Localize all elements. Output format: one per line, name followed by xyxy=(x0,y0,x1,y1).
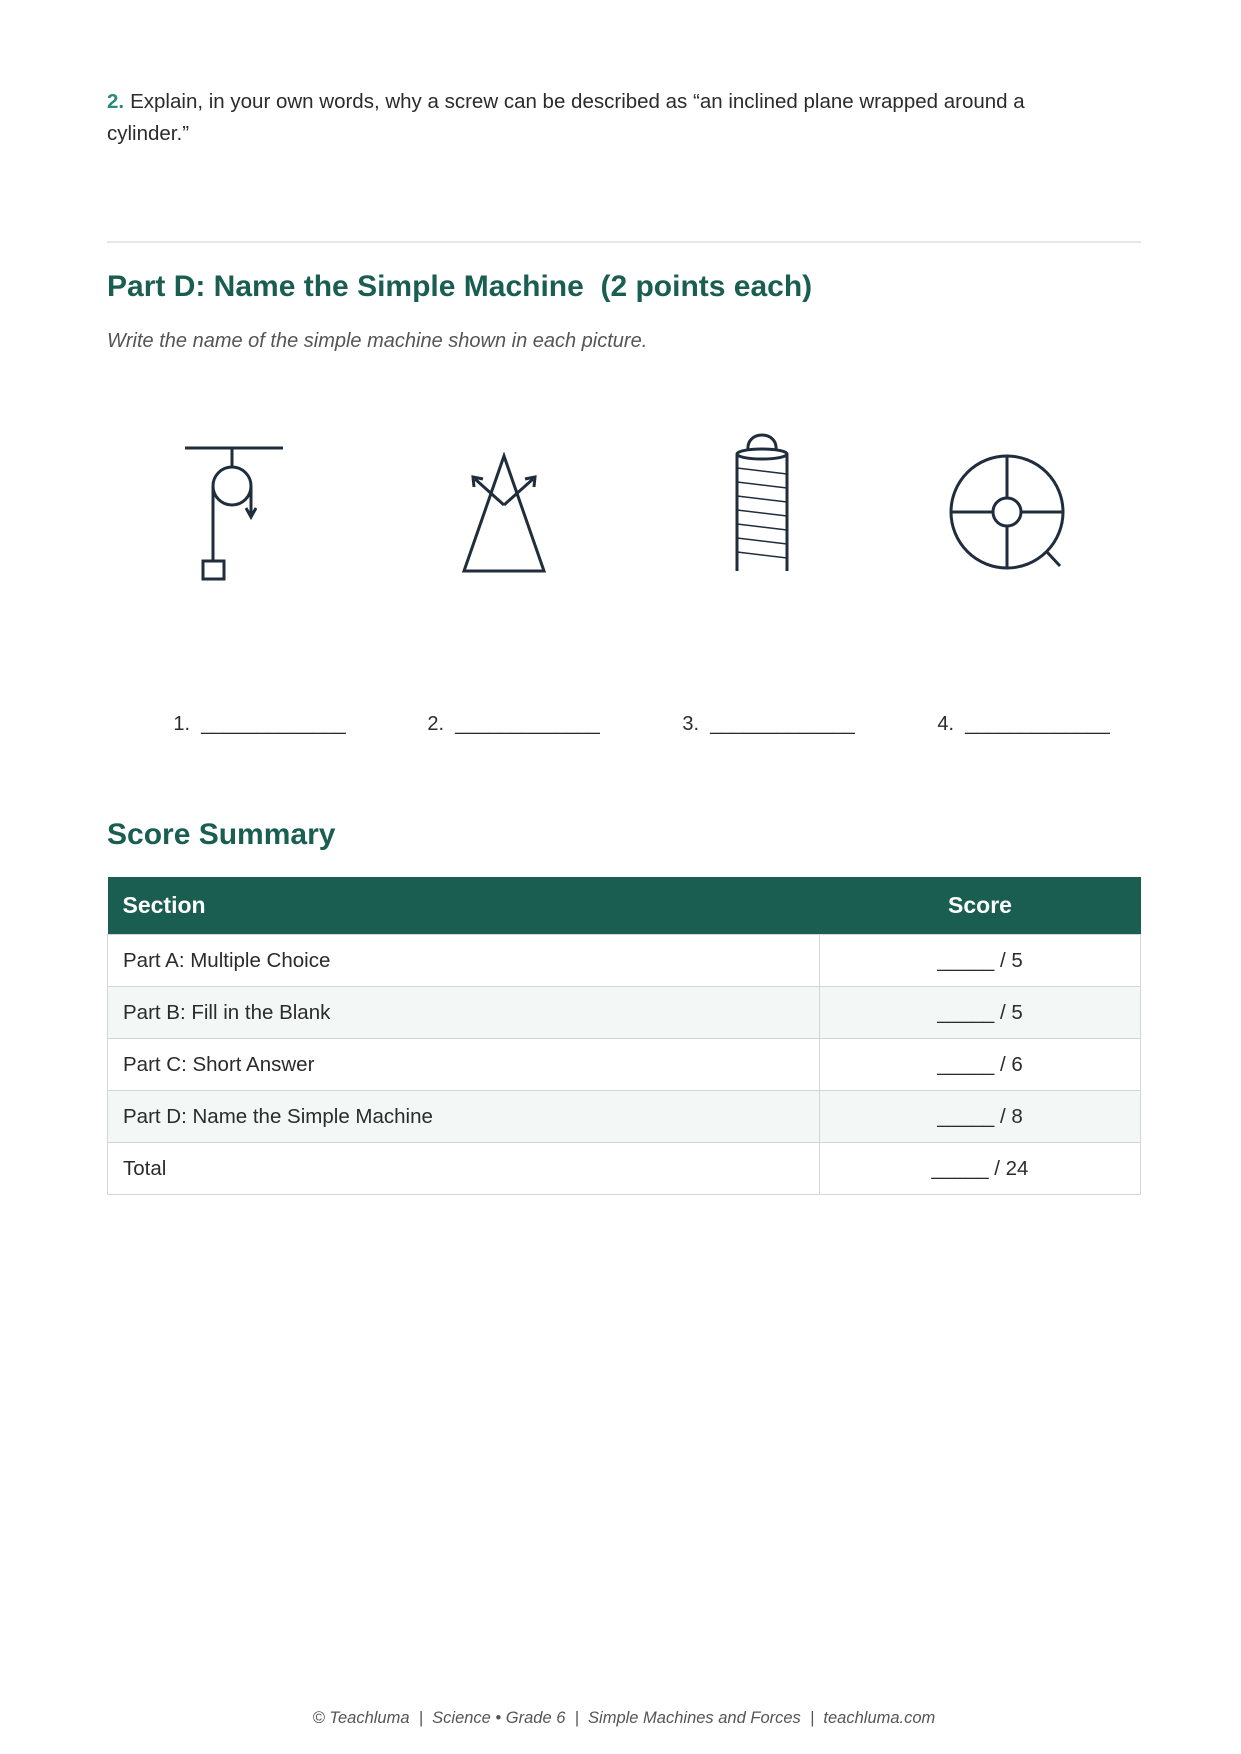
table-row xyxy=(108,1039,1141,1091)
machine-figures xyxy=(107,425,1141,585)
section-cell: Part D: Name the Simple Machine xyxy=(108,1091,820,1143)
answer-blanks xyxy=(107,690,1141,735)
worksheet-page xyxy=(107,0,1141,1754)
column-header-score: Score xyxy=(820,877,1141,935)
section-divider xyxy=(107,241,1141,243)
answer-number: 3. xyxy=(682,713,700,735)
answer-number: 2. xyxy=(427,713,445,735)
table-row xyxy=(108,987,1141,1039)
score-cell[interactable]: _____ / 6 xyxy=(820,1039,1141,1091)
answer-2[interactable] xyxy=(394,690,600,759)
score-summary-title: Score Summary xyxy=(107,818,336,851)
section-cell: Part A: Multiple Choice xyxy=(108,935,820,987)
question-number: 2. xyxy=(107,90,125,113)
table-row-total xyxy=(108,1143,1141,1195)
wheel-and-axle-icon xyxy=(947,425,1077,585)
screw-icon xyxy=(712,425,812,585)
answer-blank[interactable]: _____________ xyxy=(965,713,1110,735)
part-d-title: Part D: Name the Simple Machine (2 points each) xyxy=(107,270,813,303)
answer-number: 1. xyxy=(173,713,191,735)
answer-3[interactable] xyxy=(649,690,855,759)
section-cell: Part C: Short Answer xyxy=(108,1039,820,1091)
score-cell[interactable]: _____ / 5 xyxy=(820,987,1141,1039)
score-cell[interactable]: _____ / 24 xyxy=(820,1143,1141,1195)
part-d-instruction: Write the name of the simple machine shown in each picture. xyxy=(107,330,648,352)
short-answer-question xyxy=(107,86,1097,150)
table-row xyxy=(108,1091,1141,1143)
column-header-section: Section xyxy=(108,877,820,935)
score-cell[interactable]: _____ / 8 xyxy=(820,1091,1141,1143)
score-summary-table xyxy=(107,877,1141,1195)
answer-blank[interactable]: _____________ xyxy=(455,713,600,735)
table-header-row xyxy=(108,877,1141,935)
wedge-icon xyxy=(447,425,567,585)
section-cell: Total xyxy=(108,1143,820,1195)
answer-number: 4. xyxy=(937,713,955,735)
answer-blank[interactable]: _____________ xyxy=(201,713,346,735)
score-cell[interactable]: _____ / 5 xyxy=(820,935,1141,987)
question-text: Explain, in your own words, why a screw can be described as “an inclined plane wrapped around a cylinder.” xyxy=(107,90,1025,145)
page-footer: © Teachluma | Science • Grade 6 | Simple Machines and Forces | teachluma.com xyxy=(312,1709,936,1727)
section-cell: Part B: Fill in the Blank xyxy=(108,987,820,1039)
pulley-icon xyxy=(179,425,289,585)
answer-1[interactable] xyxy=(140,690,346,759)
table-row xyxy=(108,935,1141,987)
answer-blank[interactable]: _____________ xyxy=(710,713,855,735)
answer-4[interactable] xyxy=(904,690,1110,759)
